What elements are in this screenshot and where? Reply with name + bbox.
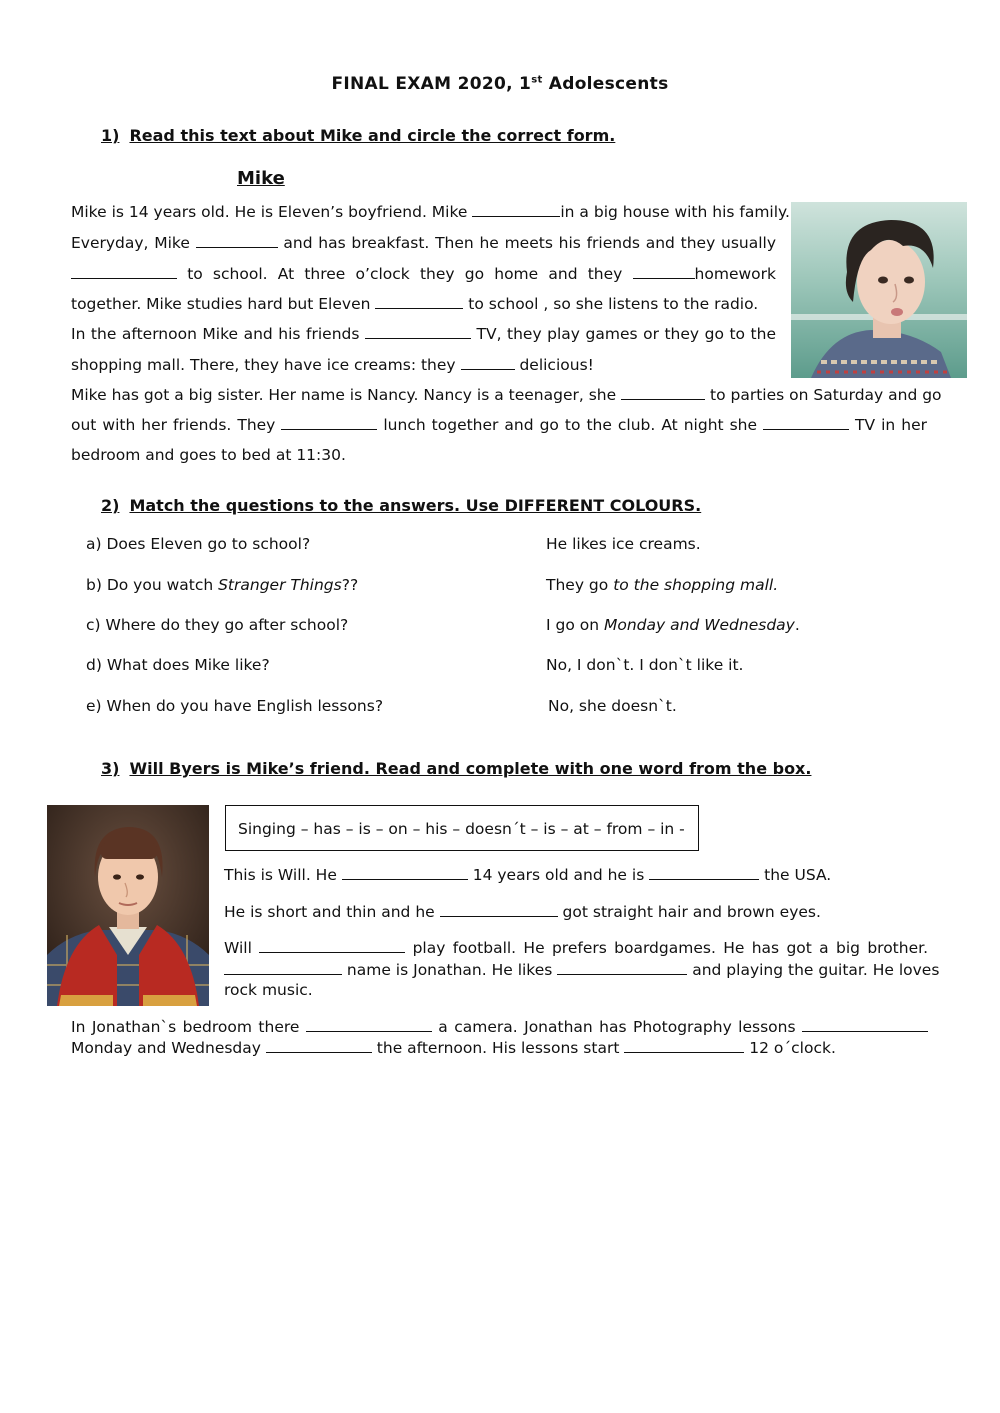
question-e: e) When do you have English lessons?: [86, 697, 384, 715]
question-d: d) What does Mike like?: [86, 656, 270, 674]
story-line-4: together. Mike studies hard but Eleven to school , so she listens to the radio.: [71, 295, 759, 313]
question-a: a) Does Eleven go to school?: [86, 535, 311, 553]
answer-4: No, I don`t. I don`t like it.: [546, 656, 744, 674]
story-line-5: In the afternoon Mike and his friends TV, they play games or they go to the: [71, 325, 776, 343]
section-3-heading: 3) Will Byers is Mike’s friend. Read and complete with one word from the box.: [101, 759, 812, 778]
word-box: Singing – has – is – on – his – doesn´t – is – at – from – in -: [225, 805, 699, 851]
story-line-2: Everyday, Mike and has breakfast. Then he meets his friends and they usually: [71, 234, 777, 252]
story-line-7: Mike has got a big sister. Her name is Nancy. Nancy is a teenager, she to parties on Saturday and go: [71, 386, 942, 404]
will-line-2: He is short and thin and he got straight hair and brown eyes.: [224, 903, 821, 921]
story-title: Mike: [237, 168, 285, 189]
exam-title: FINAL EXAM 2020, 1st Adolescents: [331, 74, 669, 94]
answer-1: He likes ice creams.: [546, 535, 701, 553]
will-line-5: rock music.: [224, 981, 313, 999]
answer-3: I go on Monday and Wednesday.: [546, 616, 800, 634]
story-line-9: bedroom and goes to bed at 11:30.: [71, 446, 346, 464]
section-1-heading: 1) Read this text about Mike and circle the correct form.: [101, 126, 616, 145]
question-c: c) Where do they go after school?: [86, 616, 349, 634]
question-b: b) Do you watch Stranger Things??: [86, 576, 359, 594]
will-line-4: name is Jonathan. He likes and playing the guitar. He loves: [224, 960, 928, 979]
story-line-3: to school. At three o’clock they go home and they homework: [71, 264, 776, 283]
section-2-heading: 2) Match the questions to the answers. Use DIFFERENT COLOURS.: [101, 496, 702, 515]
will-line-7: Monday and Wednesday the afternoon. His lessons start 12 o´clock.: [71, 1039, 836, 1057]
answer-2: They go to the shopping mall.: [546, 576, 779, 594]
story-line-8: out with her friends. They lunch together and go to the club. At night she TV in her: [71, 416, 927, 434]
story-line-1: Mike is 14 years old. He is Eleven’s boyfriend. Mike in a big house with his family.: [71, 203, 790, 221]
will-line-3: Will play football. He prefers boardgames. He has got a big brother.: [224, 939, 928, 957]
will-portrait-image: [47, 805, 209, 1006]
mike-portrait-image: [791, 202, 967, 378]
story-line-6: shopping mall. There, they have ice creams: they delicious!: [71, 356, 594, 374]
will-line-1: This is Will. He 14 years old and he is the USA.: [224, 866, 832, 884]
will-line-6: In Jonathan`s bedroom there a camera. Jonathan has Photography lessons: [71, 1017, 928, 1036]
answer-5: No, she doesn`t.: [548, 697, 677, 715]
